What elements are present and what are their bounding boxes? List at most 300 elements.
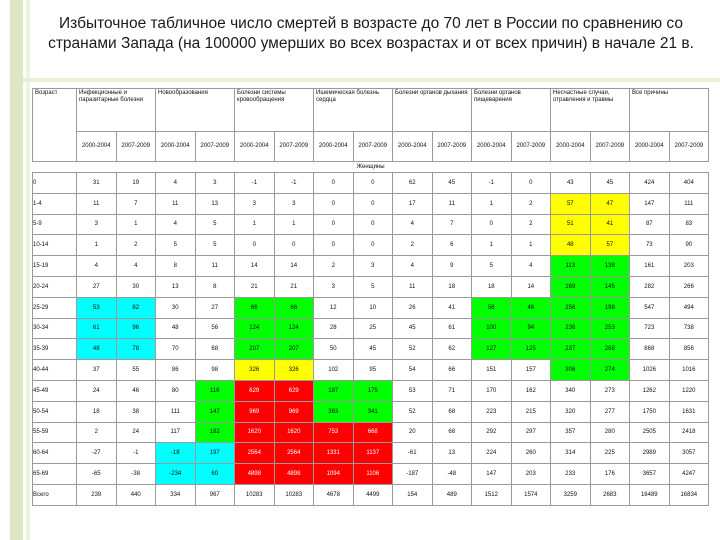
value-cell: -187 bbox=[393, 464, 433, 485]
value-cell: 127 bbox=[472, 339, 512, 360]
value-cell: 0 bbox=[353, 173, 393, 194]
value-cell: 11 bbox=[195, 256, 235, 277]
value-cell: 4499 bbox=[353, 484, 393, 505]
table-row bbox=[33, 318, 709, 339]
value-cell: -18 bbox=[156, 443, 196, 464]
value-cell: 2683 bbox=[590, 484, 630, 505]
value-cell: 256 bbox=[551, 297, 591, 318]
value-cell: 62 bbox=[393, 173, 433, 194]
value-cell: 116 bbox=[195, 380, 235, 401]
value-cell: 55 bbox=[116, 360, 156, 381]
value-cell: -38 bbox=[116, 464, 156, 485]
value-cell: 0 bbox=[353, 193, 393, 214]
value-cell: 13 bbox=[432, 443, 472, 464]
value-cell: 2 bbox=[116, 235, 156, 256]
value-cell: 102 bbox=[314, 360, 354, 381]
value-cell: 314 bbox=[551, 443, 591, 464]
age-cell: 30-34 bbox=[33, 318, 77, 339]
value-cell: 1026 bbox=[630, 360, 670, 381]
age-cell: 0 bbox=[33, 173, 77, 194]
value-cell: 1 bbox=[472, 235, 512, 256]
value-cell: 161 bbox=[630, 256, 670, 277]
value-cell: 0 bbox=[274, 235, 314, 256]
value-cell: 0 bbox=[511, 173, 551, 194]
value-cell: 207 bbox=[274, 339, 314, 360]
value-cell: 11 bbox=[156, 193, 196, 214]
value-cell: 170 bbox=[472, 380, 512, 401]
value-cell: -48 bbox=[432, 464, 472, 485]
period-header: 2000-2004 bbox=[393, 132, 433, 162]
value-cell: 145 bbox=[590, 276, 630, 297]
value-cell: 21 bbox=[274, 276, 314, 297]
value-cell: 82 bbox=[116, 297, 156, 318]
value-cell: 239 bbox=[77, 484, 117, 505]
value-cell: 96 bbox=[116, 318, 156, 339]
value-cell: 68 bbox=[195, 339, 235, 360]
table-row bbox=[33, 214, 709, 235]
value-cell: 273 bbox=[590, 380, 630, 401]
value-cell: 967 bbox=[195, 484, 235, 505]
table-row bbox=[33, 401, 709, 422]
value-cell: 19 bbox=[116, 173, 156, 194]
value-cell: 2 bbox=[511, 214, 551, 235]
table-row bbox=[33, 276, 709, 297]
value-cell: 41 bbox=[590, 214, 630, 235]
value-cell: 629 bbox=[274, 380, 314, 401]
value-cell: 62 bbox=[432, 339, 472, 360]
value-cell: 280 bbox=[590, 422, 630, 443]
value-cell: 5 bbox=[195, 235, 235, 256]
value-cell: 52 bbox=[393, 339, 433, 360]
value-cell: 30 bbox=[116, 276, 156, 297]
value-cell: 7 bbox=[432, 214, 472, 235]
value-cell: 4 bbox=[393, 214, 433, 235]
value-cell: 3 bbox=[195, 173, 235, 194]
value-cell: 14 bbox=[511, 276, 551, 297]
value-cell: 1 bbox=[116, 214, 156, 235]
value-cell: 162 bbox=[511, 380, 551, 401]
value-cell: 11 bbox=[432, 193, 472, 214]
value-cell: 0 bbox=[314, 173, 354, 194]
age-cell: 1-4 bbox=[33, 193, 77, 214]
value-cell: 340 bbox=[551, 380, 591, 401]
value-cell: 1 bbox=[511, 235, 551, 256]
value-cell: 198 bbox=[590, 297, 630, 318]
value-cell: 13 bbox=[195, 193, 235, 214]
value-cell: 207 bbox=[235, 339, 275, 360]
value-cell: 489 bbox=[432, 484, 472, 505]
value-cell: 274 bbox=[590, 360, 630, 381]
value-cell: 3057 bbox=[669, 443, 709, 464]
value-cell: -234 bbox=[156, 464, 196, 485]
value-cell: 1574 bbox=[511, 484, 551, 505]
value-cell: 547 bbox=[630, 297, 670, 318]
value-cell: 1620 bbox=[274, 422, 314, 443]
value-cell: 11 bbox=[393, 276, 433, 297]
value-cell: 71 bbox=[432, 380, 472, 401]
value-cell: 4247 bbox=[669, 464, 709, 485]
value-cell: 117 bbox=[156, 422, 196, 443]
value-cell: 154 bbox=[393, 484, 433, 505]
value-cell: 3 bbox=[235, 193, 275, 214]
value-cell: -61 bbox=[393, 443, 433, 464]
value-cell: 237 bbox=[551, 339, 591, 360]
value-cell: 138 bbox=[590, 256, 630, 277]
value-cell: 61 bbox=[432, 318, 472, 339]
value-cell: 47 bbox=[590, 193, 630, 214]
value-cell: 1512 bbox=[472, 484, 512, 505]
value-cell: 43 bbox=[551, 173, 591, 194]
value-cell: 83 bbox=[669, 214, 709, 235]
value-cell: 70 bbox=[156, 339, 196, 360]
table-row bbox=[33, 339, 709, 360]
value-cell: 856 bbox=[669, 339, 709, 360]
value-cell: 90 bbox=[669, 235, 709, 256]
decorative-vertical-bar bbox=[10, 0, 23, 540]
value-cell: 306 bbox=[551, 360, 591, 381]
value-cell: 125 bbox=[511, 339, 551, 360]
age-cell: 45-49 bbox=[33, 380, 77, 401]
value-cell: 0 bbox=[472, 214, 512, 235]
value-cell: 253 bbox=[590, 318, 630, 339]
value-cell: 45 bbox=[590, 173, 630, 194]
age-cell: 65-69 bbox=[33, 464, 77, 485]
period-header: 2007-2009 bbox=[274, 132, 314, 162]
value-cell: 20 bbox=[393, 422, 433, 443]
value-cell: 334 bbox=[156, 484, 196, 505]
value-cell: 223 bbox=[472, 401, 512, 422]
header-row-groups bbox=[33, 89, 709, 132]
slide-title: Избыточное табличное число смертей в возрасте до 70 лет в России по сравнению со странами Запада (на 100000 умерших во всех возрастах и от всех причин) в начале 21 в. bbox=[48, 15, 694, 52]
value-cell: 46 bbox=[116, 380, 156, 401]
value-cell: 30 bbox=[156, 297, 196, 318]
value-cell: 320 bbox=[551, 401, 591, 422]
age-cell: 60-64 bbox=[33, 443, 77, 464]
value-cell: 53 bbox=[77, 297, 117, 318]
table-row bbox=[33, 256, 709, 277]
section-row bbox=[33, 162, 709, 173]
group-header: Болезни органов дыхания bbox=[393, 89, 472, 132]
value-cell: 16834 bbox=[669, 484, 709, 505]
value-cell: 73 bbox=[630, 235, 670, 256]
value-cell: 1220 bbox=[669, 380, 709, 401]
value-cell: 6 bbox=[432, 235, 472, 256]
age-cell: Всего bbox=[33, 484, 77, 505]
value-cell: 4898 bbox=[235, 464, 275, 485]
value-cell: 182 bbox=[195, 422, 235, 443]
period-header: 2000-2004 bbox=[630, 132, 670, 162]
value-cell: 2418 bbox=[669, 422, 709, 443]
age-cell: 15-19 bbox=[33, 256, 77, 277]
value-cell: 147 bbox=[195, 401, 235, 422]
age-cell: 35-39 bbox=[33, 339, 77, 360]
value-cell: -1 bbox=[472, 173, 512, 194]
age-cell: 5-9 bbox=[33, 214, 77, 235]
period-header: 2007-2009 bbox=[116, 132, 156, 162]
value-cell: 5 bbox=[195, 214, 235, 235]
age-cell: 25-29 bbox=[33, 297, 77, 318]
age-cell: 40-44 bbox=[33, 360, 77, 381]
value-cell: 753 bbox=[314, 422, 354, 443]
value-cell: 1106 bbox=[353, 464, 393, 485]
mortality-table bbox=[32, 88, 709, 506]
value-cell: 404 bbox=[669, 173, 709, 194]
value-cell: 78 bbox=[116, 339, 156, 360]
value-cell: 27 bbox=[77, 276, 117, 297]
value-cell: 95 bbox=[353, 360, 393, 381]
value-cell: 1331 bbox=[314, 443, 354, 464]
value-cell: 3 bbox=[353, 256, 393, 277]
value-cell: 9 bbox=[432, 256, 472, 277]
value-cell: -65 bbox=[77, 464, 117, 485]
group-header: Ишемическая болезнь сердца bbox=[314, 89, 393, 132]
table-row bbox=[33, 360, 709, 381]
value-cell: 0 bbox=[353, 235, 393, 256]
group-header: Несчастные случаи, отравления и травмы bbox=[551, 89, 630, 132]
value-cell: 124 bbox=[235, 318, 275, 339]
value-cell: 969 bbox=[235, 401, 275, 422]
value-cell: 10 bbox=[353, 297, 393, 318]
value-cell: 45 bbox=[353, 339, 393, 360]
table-row bbox=[33, 443, 709, 464]
value-cell: 868 bbox=[630, 339, 670, 360]
value-cell: 629 bbox=[235, 380, 275, 401]
value-cell: 357 bbox=[551, 422, 591, 443]
value-cell: 41 bbox=[432, 297, 472, 318]
age-column-header: Возраст bbox=[33, 89, 77, 162]
value-cell: 0 bbox=[314, 235, 354, 256]
value-cell: 48 bbox=[551, 235, 591, 256]
value-cell: 2 bbox=[77, 422, 117, 443]
group-header: Болезни органов пищеварения bbox=[472, 89, 551, 132]
value-cell: 260 bbox=[511, 443, 551, 464]
value-cell: -1 bbox=[274, 173, 314, 194]
value-cell: 363 bbox=[314, 401, 354, 422]
value-cell: 37 bbox=[77, 360, 117, 381]
value-cell: 27 bbox=[195, 297, 235, 318]
age-cell: 55-59 bbox=[33, 422, 77, 443]
value-cell: 147 bbox=[472, 464, 512, 485]
value-cell: 14 bbox=[235, 256, 275, 277]
value-cell: 60 bbox=[195, 464, 235, 485]
value-cell: 2564 bbox=[274, 443, 314, 464]
value-cell: 225 bbox=[590, 443, 630, 464]
table-row bbox=[33, 380, 709, 401]
value-cell: 68 bbox=[432, 401, 472, 422]
value-cell: 266 bbox=[669, 276, 709, 297]
value-cell: 25 bbox=[353, 318, 393, 339]
decorative-horizontal-bar bbox=[23, 78, 720, 82]
value-cell: 1262 bbox=[630, 380, 670, 401]
value-cell: 1 bbox=[274, 214, 314, 235]
value-cell: 57 bbox=[551, 193, 591, 214]
value-cell: 66 bbox=[235, 297, 275, 318]
value-cell: 4 bbox=[116, 256, 156, 277]
value-cell: 16489 bbox=[630, 484, 670, 505]
value-cell: 1094 bbox=[314, 464, 354, 485]
value-cell: 57 bbox=[590, 235, 630, 256]
value-cell: 157 bbox=[511, 360, 551, 381]
period-header: 2007-2009 bbox=[590, 132, 630, 162]
value-cell: -1 bbox=[116, 443, 156, 464]
value-cell: 5 bbox=[472, 256, 512, 277]
value-cell: 48 bbox=[156, 318, 196, 339]
value-cell: 8 bbox=[195, 276, 235, 297]
period-header: 2007-2009 bbox=[669, 132, 709, 162]
value-cell: 2 bbox=[393, 235, 433, 256]
value-cell: 1016 bbox=[669, 360, 709, 381]
value-cell: 2564 bbox=[235, 443, 275, 464]
value-cell: 224 bbox=[472, 443, 512, 464]
value-cell: 7 bbox=[116, 193, 156, 214]
value-cell: 1620 bbox=[235, 422, 275, 443]
age-cell: 10-14 bbox=[33, 235, 77, 256]
value-cell: 341 bbox=[353, 401, 393, 422]
value-cell: 297 bbox=[511, 422, 551, 443]
table-row bbox=[33, 297, 709, 318]
value-cell: 68 bbox=[432, 422, 472, 443]
value-cell: 326 bbox=[274, 360, 314, 381]
value-cell: 1750 bbox=[630, 401, 670, 422]
period-header: 2007-2009 bbox=[432, 132, 472, 162]
value-cell: 3 bbox=[314, 276, 354, 297]
value-cell: 176 bbox=[590, 464, 630, 485]
group-header: Новообразования bbox=[156, 89, 235, 132]
value-cell: 111 bbox=[669, 193, 709, 214]
value-cell: 14 bbox=[274, 256, 314, 277]
value-cell: 2989 bbox=[630, 443, 670, 464]
value-cell: -27 bbox=[77, 443, 117, 464]
value-cell: 494 bbox=[669, 297, 709, 318]
value-cell: 80 bbox=[156, 380, 196, 401]
value-cell: 50 bbox=[314, 339, 354, 360]
group-header: Болезни системы кровообращения bbox=[235, 89, 314, 132]
table-row bbox=[33, 173, 709, 194]
value-cell: 100 bbox=[472, 318, 512, 339]
value-cell: 56 bbox=[472, 297, 512, 318]
value-cell: 8 bbox=[156, 256, 196, 277]
value-cell: 147 bbox=[630, 193, 670, 214]
group-header: Инфекционные и паразитарные болезни bbox=[77, 89, 156, 132]
value-cell: 45 bbox=[432, 173, 472, 194]
value-cell: 424 bbox=[630, 173, 670, 194]
value-cell: 66 bbox=[432, 360, 472, 381]
value-cell: 3 bbox=[77, 214, 117, 235]
value-cell: 0 bbox=[235, 235, 275, 256]
value-cell: 24 bbox=[116, 422, 156, 443]
value-cell: 12 bbox=[314, 297, 354, 318]
table-row bbox=[33, 464, 709, 485]
value-cell: 197 bbox=[195, 443, 235, 464]
value-cell: 61 bbox=[77, 318, 117, 339]
value-cell: 268 bbox=[590, 339, 630, 360]
value-cell: 31 bbox=[77, 173, 117, 194]
value-cell: 4898 bbox=[274, 464, 314, 485]
value-cell: 292 bbox=[472, 422, 512, 443]
value-cell: 18 bbox=[432, 276, 472, 297]
value-cell: 66 bbox=[274, 297, 314, 318]
value-cell: 38 bbox=[116, 401, 156, 422]
value-cell: 113 bbox=[551, 256, 591, 277]
group-header: Все причины bbox=[630, 89, 709, 132]
value-cell: 87 bbox=[630, 214, 670, 235]
value-cell: 2 bbox=[511, 193, 551, 214]
value-cell: 1137 bbox=[353, 443, 393, 464]
table-row bbox=[33, 193, 709, 214]
value-cell: 277 bbox=[590, 401, 630, 422]
value-cell: 4678 bbox=[314, 484, 354, 505]
value-cell: 4 bbox=[156, 173, 196, 194]
age-cell: 20-24 bbox=[33, 276, 77, 297]
value-cell: 3657 bbox=[630, 464, 670, 485]
value-cell: 52 bbox=[393, 401, 433, 422]
value-cell: 0 bbox=[314, 193, 354, 214]
period-header: 2007-2009 bbox=[353, 132, 393, 162]
value-cell: 668 bbox=[353, 422, 393, 443]
value-cell: 1 bbox=[235, 214, 275, 235]
value-cell: 5 bbox=[156, 235, 196, 256]
value-cell: 11 bbox=[77, 193, 117, 214]
value-cell: 215 bbox=[511, 401, 551, 422]
period-header: 2000-2004 bbox=[551, 132, 591, 162]
value-cell: 21 bbox=[235, 276, 275, 297]
value-cell: 326 bbox=[235, 360, 275, 381]
value-cell: 10283 bbox=[235, 484, 275, 505]
value-cell: 56 bbox=[195, 318, 235, 339]
value-cell: 1 bbox=[472, 193, 512, 214]
value-cell: 175 bbox=[353, 380, 393, 401]
value-cell: 151 bbox=[472, 360, 512, 381]
period-header: 2000-2004 bbox=[235, 132, 275, 162]
value-cell: 187 bbox=[314, 380, 354, 401]
value-cell: 4 bbox=[77, 256, 117, 277]
value-cell: 24 bbox=[77, 380, 117, 401]
value-cell: 26 bbox=[393, 297, 433, 318]
value-cell: 51 bbox=[551, 214, 591, 235]
value-cell: 969 bbox=[274, 401, 314, 422]
section-label-women: Женщины bbox=[33, 162, 709, 173]
value-cell: 1631 bbox=[669, 401, 709, 422]
period-header: 2000-2004 bbox=[472, 132, 512, 162]
value-cell: 233 bbox=[551, 464, 591, 485]
value-cell: 111 bbox=[156, 401, 196, 422]
period-header: 2000-2004 bbox=[77, 132, 117, 162]
value-cell: 169 bbox=[551, 276, 591, 297]
value-cell: 738 bbox=[669, 318, 709, 339]
value-cell: 723 bbox=[630, 318, 670, 339]
period-header: 2000-2004 bbox=[156, 132, 196, 162]
value-cell: 124 bbox=[274, 318, 314, 339]
value-cell: 48 bbox=[511, 297, 551, 318]
period-header: 2007-2009 bbox=[511, 132, 551, 162]
value-cell: 94 bbox=[511, 318, 551, 339]
value-cell: 45 bbox=[393, 318, 433, 339]
value-cell: 48 bbox=[77, 339, 117, 360]
header-row-periods bbox=[33, 132, 709, 162]
value-cell: 4 bbox=[393, 256, 433, 277]
value-cell: 1 bbox=[77, 235, 117, 256]
value-cell: 18 bbox=[472, 276, 512, 297]
value-cell: 203 bbox=[669, 256, 709, 277]
value-cell: 18 bbox=[77, 401, 117, 422]
value-cell: 0 bbox=[314, 214, 354, 235]
value-cell: 4 bbox=[511, 256, 551, 277]
value-cell: -1 bbox=[235, 173, 275, 194]
value-cell: 440 bbox=[116, 484, 156, 505]
value-cell: 282 bbox=[630, 276, 670, 297]
value-cell: 17 bbox=[393, 193, 433, 214]
value-cell: 53 bbox=[393, 380, 433, 401]
